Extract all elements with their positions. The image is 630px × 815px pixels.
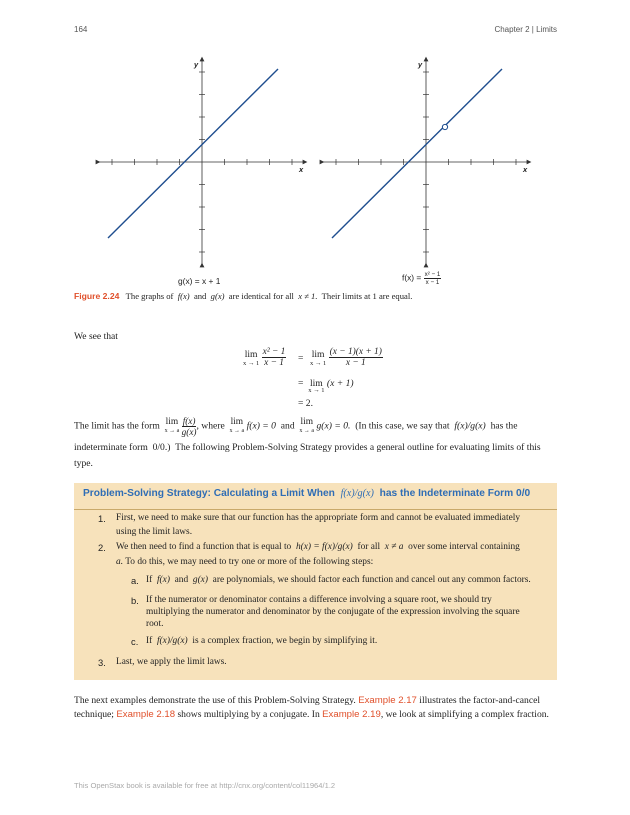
caption-cond: x ≠ 1.: [298, 291, 318, 301]
x-label-right: x: [523, 165, 528, 174]
example-2-19-link[interactable]: Example 2.19: [322, 709, 381, 720]
frac1-den: x − 1: [264, 358, 284, 368]
display-l3: (x + 1): [326, 378, 354, 389]
lim-1-sub: x → 1: [243, 359, 260, 367]
item-2-marker: 2.: [98, 542, 106, 553]
p1-lim-3: lim: [300, 416, 314, 427]
p1-a: The limit has the form: [74, 420, 160, 432]
sub-a-m1: f(x): [156, 575, 170, 585]
p1-lim-sub: x → a: [164, 427, 180, 434]
sub-b-line3: root.: [146, 619, 164, 629]
item-2-a-var: a.: [116, 557, 124, 567]
lim-3: lim: [309, 378, 323, 389]
item-3-line: Last, we apply the limit laws.: [116, 657, 227, 667]
item-1-marker: 1.: [98, 513, 106, 524]
sub-c-line: [146, 634, 377, 649]
figure-caption: [74, 291, 412, 301]
sub-c-a: If: [146, 636, 153, 646]
example-2-18-link[interactable]: Example 2.18: [116, 709, 176, 720]
paragraph-limit-form-2: [74, 440, 541, 456]
item-2-math2: x ≠ a: [384, 542, 404, 552]
sub-a-m2: g(x): [192, 575, 208, 585]
item-2-line2: [116, 555, 373, 570]
label-f-prefix: f(x) =: [402, 272, 422, 283]
chapter-title: Chapter 2 | Limits: [494, 25, 557, 34]
frac2-den: x − 1: [345, 358, 366, 368]
label-g: g(x) = x + 1: [178, 276, 221, 286]
footer-note: This OpenStax book is available for free at http://cnx.org/content/col11964/1.2: [74, 781, 336, 790]
item-2-c: over some interval containing: [408, 542, 520, 552]
display-eq-2: =: [298, 378, 304, 389]
sub-a-c: are polynomials, we should factor each function and cancel out any common factors.: [212, 575, 531, 585]
caption-text-c: Their limits at 1 are equal.: [321, 291, 413, 301]
display-line-3: = 2.: [298, 398, 314, 409]
p1-b: , where: [196, 420, 225, 432]
strategy-title-math: f(x)/g(x): [340, 488, 374, 499]
closing-d: shows multiplying by a conjugate. In: [177, 709, 320, 720]
line-f: [332, 69, 502, 238]
lim-2: lim: [311, 348, 325, 360]
p1-k: The following Problem-Solving Strategy provides a general outline for evaluating limits of this: [175, 442, 541, 453]
closing-c: technique;: [74, 709, 114, 720]
p1-d: and: [280, 420, 295, 432]
closing-e: , we look at simplifying a complex fraction.: [380, 709, 549, 720]
item-1-line1: First, we need to make sure that our function has the appropriate form and cannot be evaluated immediately: [116, 513, 521, 523]
label-f-den: x − 1: [425, 279, 440, 286]
sub-b-line1: If the numerator or denominator contains a difference involving a square root, we should try: [146, 595, 492, 605]
label-f-num: x² − 1: [424, 271, 441, 278]
example-2-17-link[interactable]: Example 2.17: [358, 695, 417, 706]
lim-1: lim: [244, 348, 258, 360]
p1-g: f(x)/g(x): [454, 420, 486, 432]
display-line-1: [243, 347, 286, 368]
hole-point: [442, 124, 447, 129]
sub-a-marker: a.: [131, 575, 139, 586]
caption-fx: f(x): [177, 291, 190, 301]
sub-b-line2: multiplying the numerator and denominator by the conjugate of the expression involving the square: [146, 607, 520, 617]
item-2-math: h(x) = f(x)/g(x): [295, 542, 353, 552]
caption-gx: g(x): [210, 291, 225, 301]
y-label-right: y: [418, 60, 423, 69]
strategy-title-b: has the Indeterminate Form 0/0: [379, 488, 531, 499]
page-number: 164: [74, 25, 88, 34]
display-eq-1: =: [298, 353, 304, 364]
intro-text: We see that: [74, 331, 118, 342]
sub-a-a: If: [146, 575, 153, 585]
p1-c: f(x) = 0: [246, 420, 276, 432]
graph-f: [319, 55, 534, 270]
p1-lim-3-sub: x → a: [299, 427, 315, 434]
strategy-divider: [74, 509, 557, 510]
item-2-d: To do this, we may need to try one or more of the following steps:: [125, 557, 374, 567]
display-line-2: [298, 378, 354, 394]
lim-2-sub: x → 1: [310, 359, 327, 367]
sub-b-marker: b.: [131, 595, 139, 606]
caption-text-b: are identical for all: [228, 291, 294, 301]
sub-c-m1: f(x)/g(x): [156, 636, 188, 646]
closing-b: illustrates the factor-and-cancel: [419, 695, 541, 706]
paragraph-limit-form: [74, 416, 557, 437]
sub-a-line: [146, 573, 531, 588]
p1-e: g(x) = 0.: [316, 420, 351, 432]
p1-lim-2-sub: x → a: [229, 427, 245, 434]
item-2-line1: [116, 540, 520, 555]
caption-and: and: [193, 291, 207, 301]
item-1-line2: using the limit laws.: [116, 527, 193, 537]
strategy-title-a: Problem-Solving Strategy: Calculating a Limit When: [83, 488, 335, 499]
closing-line-2: [74, 707, 549, 723]
lim-3-sub: x → 1: [308, 387, 325, 394]
p1-frac-num: f(x): [182, 416, 196, 426]
graph-g: [95, 55, 310, 270]
x-label-left: x: [299, 165, 304, 174]
p1-i: indeterminate form: [74, 442, 148, 453]
p1-lim-2: lim: [230, 416, 244, 427]
p1-lim: lim: [165, 416, 179, 427]
closing-a: The next examples demonstrate the use of this Problem-Solving Strategy.: [74, 695, 356, 706]
p1-frac-den: g(x): [181, 427, 197, 437]
caption-text-a: The graphs of: [125, 291, 174, 301]
sub-c-marker: c.: [131, 636, 139, 647]
frac2-num: (x − 1)(x + 1): [329, 347, 382, 357]
y-label-left: y: [194, 60, 199, 69]
item-2-b: for all: [357, 542, 381, 552]
sub-a-b: and: [174, 575, 189, 585]
frac1-num: x² − 1: [262, 347, 286, 357]
sub-c-b: is a complex fraction, we begin by simplifying it.: [192, 636, 378, 646]
strategy-title: [83, 488, 530, 499]
paragraph-limit-form-3: type.: [74, 458, 93, 469]
p1-h: has the: [490, 420, 518, 432]
p1-j: 0/0.): [152, 442, 171, 453]
figure-number: Figure 2.24: [74, 291, 120, 301]
item-3-marker: 3.: [98, 657, 106, 668]
p1-f: (In this case, we say that: [355, 420, 450, 432]
display-line-1b: [310, 347, 383, 368]
item-2-a: We then need to find a function that is equal to: [116, 542, 292, 552]
label-f: [402, 271, 441, 286]
line-g: [108, 69, 278, 238]
